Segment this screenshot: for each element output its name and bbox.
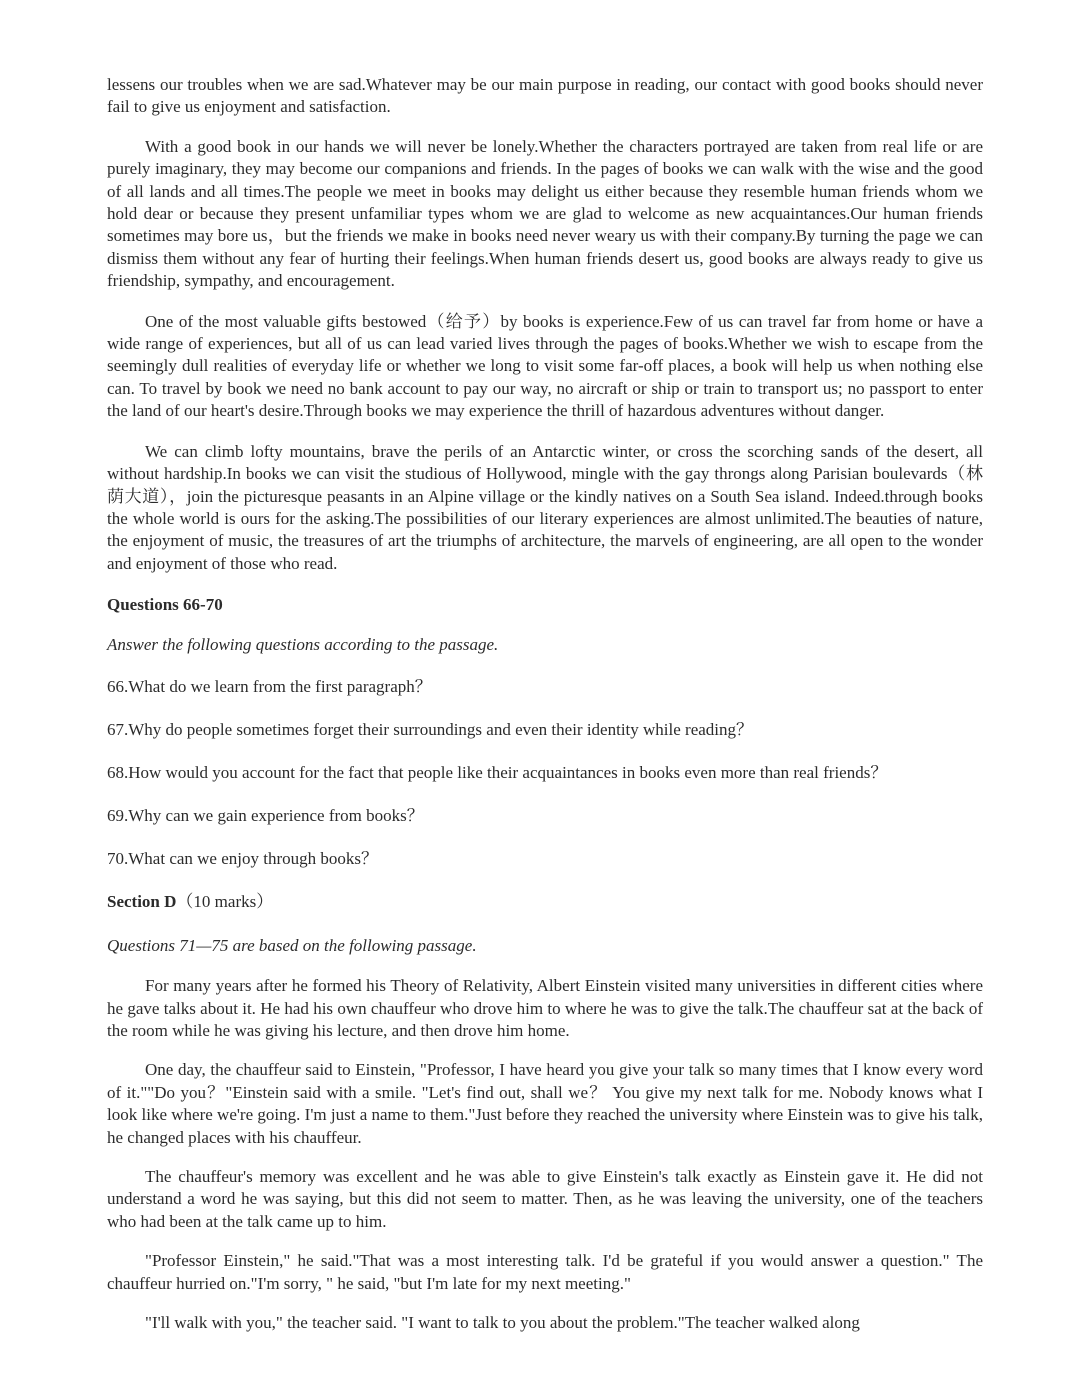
question-70: 70.What can we enjoy through books？ (107, 849, 378, 869)
einstein-paragraph-3: The chauffeur's memory was excellent and he was able to give Einstein's talk exactly as Einstein gave it. He did not understand a word he was saying, but this did not seem to matter. Then, as he was leaving the university, one of the teachers who had been at the talk came up to him. (107, 1166, 983, 1231)
questions-instruction: Answer the following questions according to the passage. (107, 635, 499, 655)
einstein-paragraph-2: One day, the chauffeur said to Einstein, "Professor, I have heard you give your talk so many times that I know every word of it.""Do you？"Einstein said with a smile. "Let's find out, shall we？ You give my next talk for me. Nobody knows what I look like where we're going. I'm just a name to them."Just before they reached the university where Einstein was to give his talk, he changed places with his chauffeur. (107, 1060, 983, 1147)
passage-paragraph-2: With a good book in our hands we will never be lonely.Whether the characters portrayed are taken from real life or are purely imaginary, they may become our companions and friends. In the pages of books we can walk with the wise and the good of all lands and all times.The people we meet in books may delight us either because they resemble human friends whom we hold dear or because they present unfamiliar types whom we are glad to welcome as new acquaintances.Our human friends sometimes may bore us，but the friends we make in books need never weary us with their company.By turning the page we can dismiss them without any fear of hurting their feelings.When human friends desert us, good books are always ready to give us friendship, sympathy, and encouragement. (107, 136, 983, 291)
question-67: 67.Why do people sometimes forget their surroundings and even their identity while reading？ (107, 720, 754, 740)
question-69: 69.Why can we gain experience from books？ (107, 806, 424, 826)
einstein-paragraph-5: "I'll walk with you," the teacher said. "I want to talk to you about the problem."The teacher walked along (145, 1313, 860, 1332)
question-66: 66.What do we learn from the first paragraph？ (107, 677, 432, 697)
questions-heading: Questions 66-70 (107, 595, 223, 615)
document-page (107, 74, 983, 1334)
passage-paragraph-4: We can climb lofty mountains, brave the perils of an Antarctic winter, or cross the scorching sands of the desert, all without hardship.In books we can visit the studious of Hollywood, mingle with the gay throngs along Parisian boulevards（林荫大道），join the picturesque peasants in an Alpine village or the kindly natives on a South Sea island. Indeed.through books the whole world is ours for the asking.The possibilities of our literary experiences are almost unlimited.The beauties of nature, the enjoyment of music, the treasures of art the triumphs of architecture, the marvels of engineering, are all open to the wonder and enjoyment of those who read. (107, 441, 983, 573)
passage-paragraph-3: One of the most valuable gifts bestowed（给予）by books is experience.Few of us can travel far from home or have a wide range of experiences, but all of us can lead varied lives through the pages of books.Whether we wish to escape from the seemingly dull realities of everyday life or whether we long to visit some far-off places, a book will help us when nothing else can. To travel by book we need no bank account to pay our way, no aircraft or ship or train to transport us; no passport to enter the land of our heart's desire.Through books we may experience the thrill of hazardous adventures without danger. (107, 311, 983, 421)
question-68: 68.How would you account for the fact that people like their acquaintances in books even more than real friends？ (107, 763, 888, 783)
section-d-title: Section D (107, 892, 177, 912)
section-d-marks: （10 marks） (176, 892, 274, 912)
section-d-instruction: Questions 71—75 are based on the following passage. (107, 936, 477, 956)
einstein-paragraph-1: For many years after he formed his Theory of Relativity, Albert Einstein visited many universities in different cities where he gave talks about it. He had his own chauffeur who drove him to where he was to give the talk.The chauffeur sat at the back of the room while he was giving his lecture, and then drove him home. (107, 976, 983, 1040)
section-d-heading (107, 891, 983, 913)
einstein-paragraph-4: "Professor Einstein," he said."That was a most interesting talk. I'd be grateful if you would answer a question." The chauffeur hurried on."I'm sorry, " he said, "but I'm late for my next meeting." (107, 1251, 983, 1293)
passage-paragraph-1: lessens our troubles when we are sad.Whatever may be our main purpose in reading, our contact with good books should never fail to give us enjoyment and satisfaction. (107, 75, 983, 117)
